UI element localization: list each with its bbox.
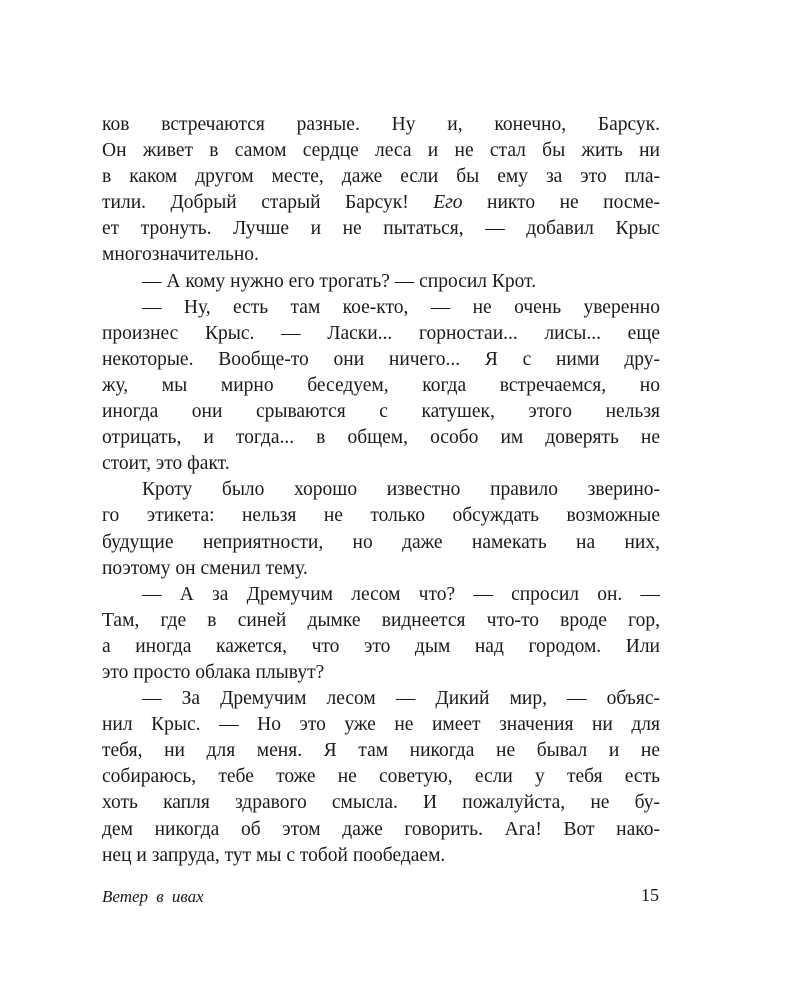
- text-line: поэтому он сменил тему.: [102, 557, 308, 579]
- text-line: это просто облака плывут?: [102, 661, 325, 683]
- text-line: — А за Дремучим лесом что? — спросил он. —: [142, 583, 660, 605]
- text-line: нец и запруда, тут мы с тобой пообедаем.: [102, 844, 446, 866]
- text-line: некоторые. Вообще-то они ничего... Я с ними дру-: [102, 348, 660, 370]
- text-line: [102, 190, 660, 216]
- text-line: хоть капля здравого смысла. И пожалуйста, не бу-: [102, 792, 660, 814]
- text-line: Кроту было хорошо известно правило зверино-: [142, 479, 660, 501]
- body-text: [102, 112, 660, 869]
- text-line: ет тронуть. Лучше и не пытаться, — добавил Крыс: [102, 218, 660, 240]
- text-line: иногда они срываются с катушек, этого нельзя: [102, 401, 660, 423]
- page-number: 15: [641, 885, 659, 905]
- text-line: го этикета: нельзя не только обсуждать возможные: [102, 505, 660, 527]
- text-line: а иногда кажется, что это дым над городом. Или: [102, 635, 660, 657]
- text-line: — А кому нужно его трогать? — спросил Крот.: [142, 270, 537, 292]
- text-line: тебя, ни для меня. Я там никогда не бывал и не: [102, 740, 660, 762]
- text-segment: никто не посме-: [462, 192, 660, 214]
- text-line: — Ну, есть там кое-кто, — не очень уверенно: [142, 296, 660, 318]
- text-line: ков встречаются разные. Ну и, конечно, Барсук.: [102, 114, 660, 135]
- text-line: многозначительно.: [102, 244, 259, 266]
- text-line: — За Дремучим лесом — Дикий мир, — объяс-: [142, 688, 660, 710]
- running-footer-title: Ветер в ивах: [102, 887, 204, 906]
- text-line: собираюсь, тебе тоже не советую, если у тебя есть: [102, 766, 660, 788]
- text-line: Он живет в самом сердце леса и не стал бы жить ни: [102, 140, 660, 162]
- text-segment: тили. Добрый старый Барсук!: [102, 192, 434, 214]
- text-line: будущие неприятности, но даже намекать на них,: [102, 531, 660, 553]
- text-line: отрицать, и тогда... в общем, особо им доверять не: [102, 427, 660, 449]
- text-line: в каком другом месте, даже если бы ему за это пла-: [102, 166, 660, 188]
- text-line: произнес Крыс. — Ласки... горностаи... лисы... еще: [102, 322, 660, 344]
- text-line: жу, мы мирно беседуем, когда встречаемся, но: [102, 374, 660, 396]
- text-line: Там, где в синей дымке виднеется что-то вроде гор,: [102, 609, 660, 631]
- italic-word: Его: [433, 192, 463, 214]
- text-line: дем никогда об этом даже говорить. Ага! Вот нако-: [102, 818, 660, 840]
- text-line: стоит, это факт.: [102, 453, 230, 475]
- text-line: нил Крыс. — Но это уже не имеет значения ни для: [102, 714, 660, 736]
